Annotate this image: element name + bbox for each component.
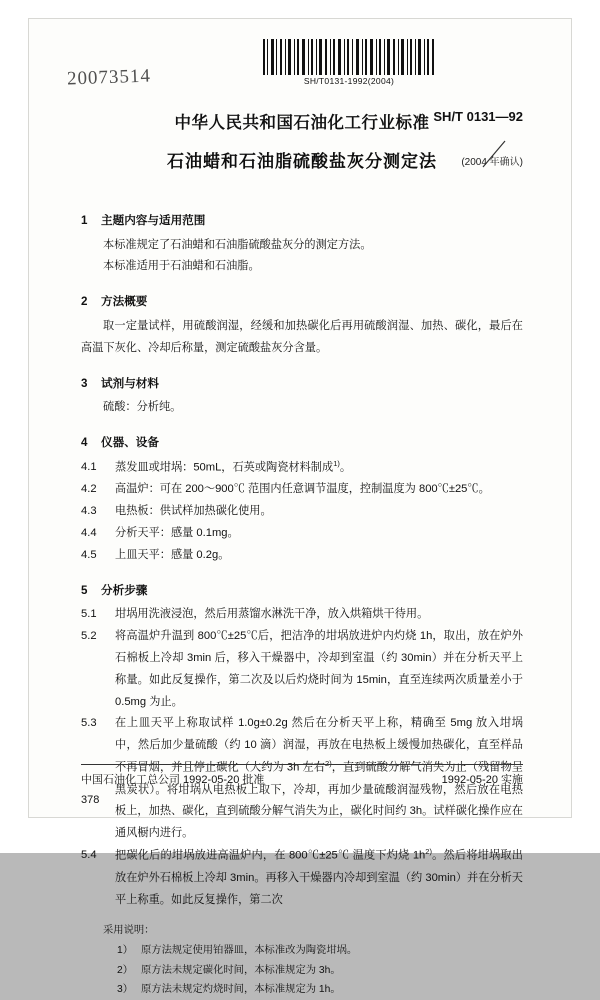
section-1 — [81, 210, 523, 278]
clause-4-2-text: 高温炉：可在 200～900℃ 范围内任意调节温度，控制温度为 800℃±25℃。 — [115, 483, 490, 496]
adoption-note-2-text: 原方法未规定碳化时间，本标准规定为 3h。 — [141, 964, 341, 976]
section-4-heading — [81, 432, 523, 455]
section-1-para-1: 本标准规定了石油蜡和石油脂硫酸盐灰分的测定方法。 — [103, 238, 372, 251]
section-2-para-1: 取一定量试样，用硫酸润湿，经缓和加热碳化后再用硫酸润湿、加热、碳化，最后在高温下灰化、冷却后称量，测定硫酸盐灰分含量。 — [81, 319, 523, 354]
clause-4-2-number: 4.2 — [81, 483, 97, 496]
clause-5-3-number: 5.3 — [81, 717, 97, 730]
section-4-title: 仪器、设备 — [101, 436, 159, 449]
clause-4-3-number: 4.3 — [81, 505, 97, 518]
adoption-note-3 — [117, 980, 523, 1000]
adoption-note-1 — [117, 941, 523, 961]
pen-slash-mark — [481, 139, 507, 169]
issuing-organization-title: 中华人民共和国石油化工行业标准 — [174, 114, 430, 132]
standard-code: SH/T 0131—92 — [433, 109, 523, 124]
clause-5-1-text: 坩埚用洗液浸泡，然后用蒸馏水淋洗干净，放入烘箱烘干待用。 — [115, 608, 429, 621]
clause-5-2 — [81, 626, 523, 713]
adoption-notes-title: 采用说明： — [103, 925, 155, 937]
page-number: 378 — [81, 794, 100, 806]
section-3-para-1: 硫酸：分析纯。 — [103, 401, 182, 414]
footer-approval: 中国石油化工总公司 1992-05-20 批准 — [81, 774, 265, 786]
clause-4-1 — [81, 457, 523, 480]
clause-5-4-text: 把碳化后的坩埚放进高温炉内，在 800℃±25℃ 温度下灼烧 $1h^{2)}$。然后将坩埚取出放在炉外石棉板上冷却 3min。再移入干燥器内冷却到室温（约 30min）并在分析天平上称重。如此反复操作，第二次 — [115, 847, 523, 906]
section-1-title: 主题内容与适用范围 — [101, 214, 206, 227]
clause-4-5 — [81, 545, 523, 567]
section-4-number: 4 — [81, 436, 88, 449]
section-5-number: 5 — [81, 583, 88, 597]
section-3 — [81, 373, 523, 419]
adoption-note-3-marker: 3） — [117, 984, 134, 996]
section-2-title: 方法概要 — [101, 295, 148, 309]
section-2-number: 2 — [81, 295, 88, 309]
adoption-note-3-text: 原方法未规定灼烧时间，本标准规定为 1h。 — [141, 984, 341, 996]
clause-5-1 — [81, 604, 523, 626]
adoption-note-2-marker: 2） — [117, 964, 134, 976]
clause-4-4-text: 分析天平：感量 0.1mg。 — [115, 526, 239, 539]
clause-4-1-number: 4.1 — [81, 460, 97, 473]
clause-4-4 — [81, 523, 523, 545]
footer-effective-date: 1992-05-20 实施 — [441, 774, 523, 786]
section-2-heading — [81, 291, 523, 314]
adoption-notes — [81, 921, 523, 999]
clause-5-2-number: 5.2 — [81, 629, 97, 642]
accession-stamp: 20073514 — [66, 65, 152, 90]
barcode-number: SH/T0131-1992(2004) — [303, 76, 395, 86]
document-title: 石油蜡和石油脂硫酸盐灰分测定法 — [167, 152, 437, 171]
clause-4-1-text: 蒸发皿或坩埚：50mL，石英或陶瓷材料制成$^{1)}$。 — [115, 458, 352, 474]
clause-5-4-number: 5.4 — [81, 849, 97, 862]
section-1-heading — [81, 210, 523, 233]
clause-5-1-number: 5.1 — [81, 608, 97, 621]
section-5 — [81, 580, 523, 912]
section-5-heading — [81, 580, 523, 603]
clause-4-5-number: 4.5 — [81, 548, 97, 561]
clause-4-3 — [81, 501, 523, 523]
clause-4-2 — [81, 479, 523, 501]
clause-5-2-text: 将高温炉升温到 800℃±25℃后，把洁净的坩埚放进炉内灼烧 1h，取出，放在炉外石棉板上冷却 3min 后，移入干燥器中，冷却到室温（约 30min）并在分析天平上称量。如此反复操作，第二次及以后灼烧时间为 15min，直至连续两次质量差小于 0.5mg 为止。 — [115, 629, 523, 708]
barcode — [259, 39, 439, 86]
section-1-number: 1 — [81, 214, 88, 227]
adoption-note-1-marker: 1） — [117, 944, 134, 956]
adoption-note-2 — [117, 961, 523, 981]
clause-4-4-number: 4.4 — [81, 526, 97, 539]
section-3-number: 3 — [81, 376, 88, 390]
clause-5-3-text: 在上皿天平上称取试样 1.0g±0.2g 然后在分析天平上称，精确至 5mg 放入坩埚中，然后加少量硫酸（约 10 滴）润湿，再放在电热板上缓慢加热碳化，直至样品不再冒烟，并且停止碳化（大约为 3h 左右$^{2)}$，直到硫酸分解气消失为止（残留物呈黑炭状）。将坩埚从电热板上取下，冷却，再加少量硫酸润湿残物，然后放在电热板上，加热、碳化，直到硫酸分解气消失为止，碳化时间约 3h。试样碳化操作应在通风橱内进行。 — [115, 717, 523, 840]
section-2 — [81, 291, 523, 359]
clause-4-5-text: 上皿天平：感量 0.2g。 — [115, 548, 230, 561]
section-1-para-2: 本标准适用于石油蜡和石油脂。 — [103, 260, 260, 273]
clause-4-3-text: 电热板：供试样加热碳化使用。 — [115, 505, 272, 518]
section-3-heading — [81, 373, 523, 396]
barcode-icon — [261, 39, 437, 75]
clause-5-4 — [81, 845, 523, 911]
standard-content — [81, 197, 523, 1000]
paper-sheet — [28, 18, 572, 996]
section-5-title: 分析步骤 — [101, 583, 148, 597]
page-footer — [81, 764, 523, 787]
adoption-note-1-text: 原方法规定使用铂器皿，本标准改为陶瓷坩埚。 — [141, 944, 358, 956]
section-3-title: 试剂与材料 — [101, 376, 159, 390]
confirmation-note: (2004 年确认) — [461, 157, 523, 168]
section-4 — [81, 432, 523, 567]
